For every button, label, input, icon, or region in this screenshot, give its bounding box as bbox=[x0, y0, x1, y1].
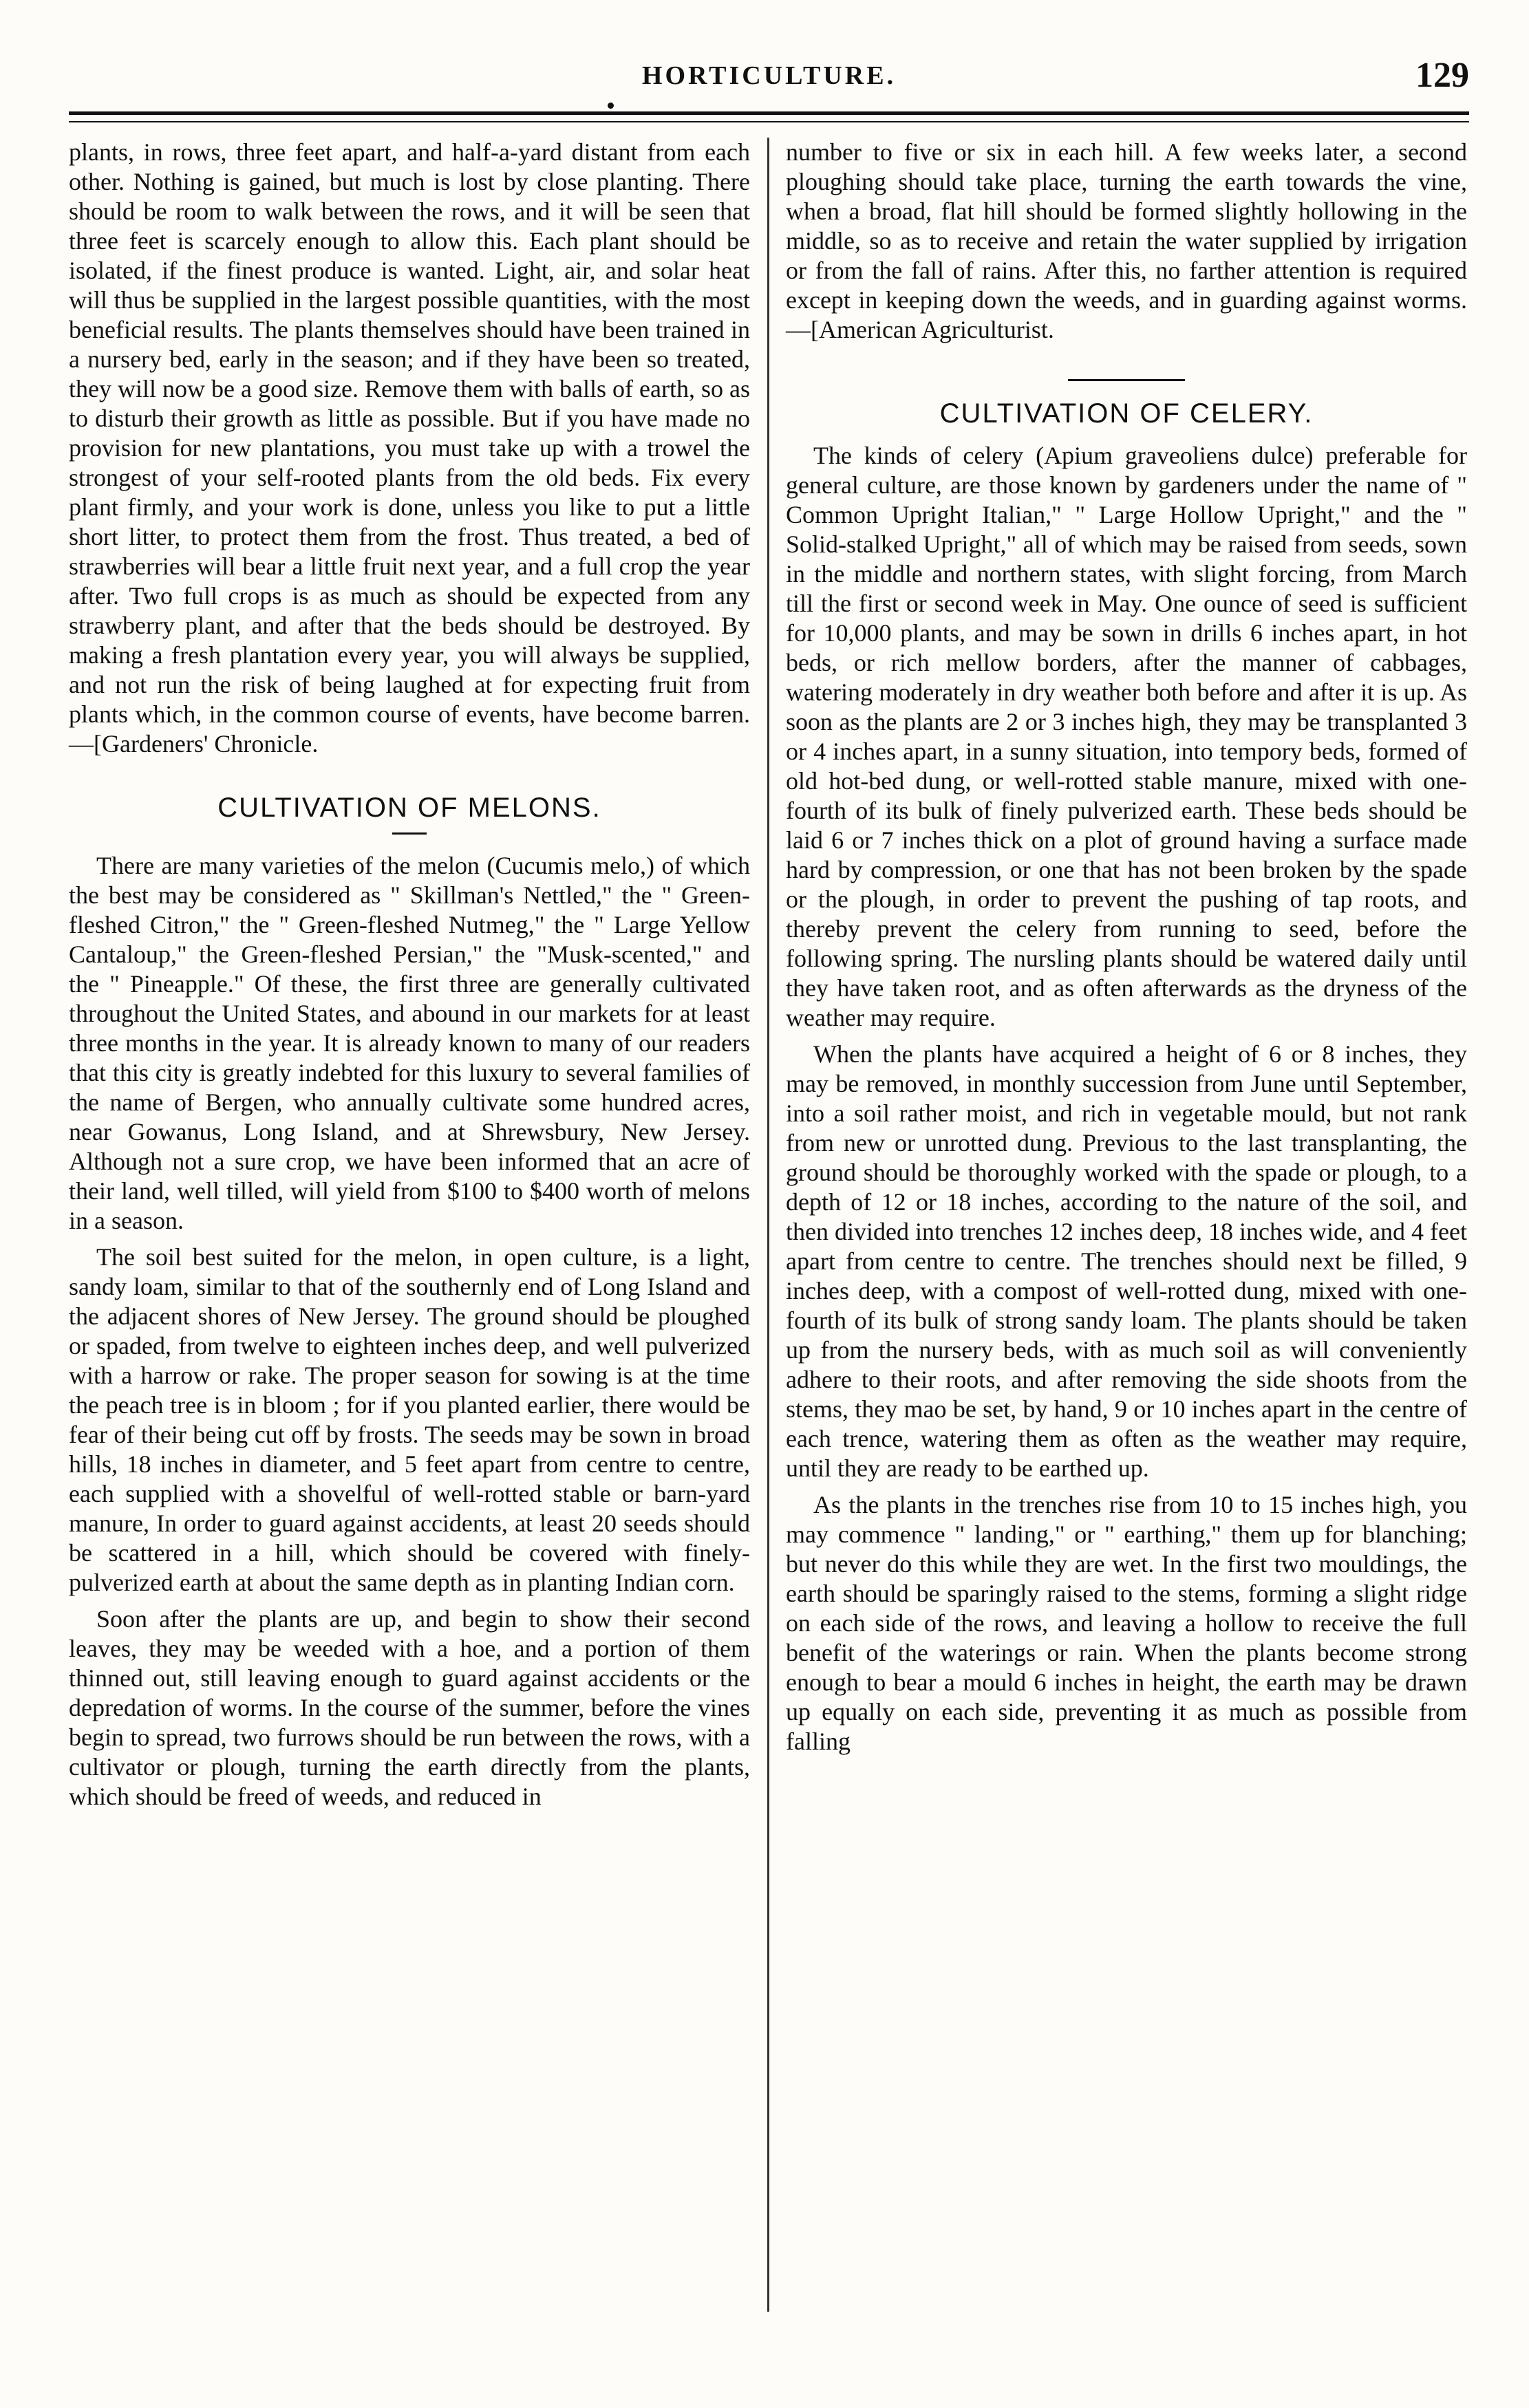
melons-paragraph-3: Soon after the plants are up, and begin to show their second leaves, they may be weeded with a hoe, and a portion of them thinned out, still leaving enough to guard against accidents or the depredation of worms. In the course of the summer, before the vines begin to spread, two furrows should be run between the rows, with a cultivator or plough, turning the earth directly from the plants, which should be freed of weeds, and reduced in bbox=[69, 1605, 750, 1810]
strawberry-paragraph-end: plants, in rows, three feet apart, and half-a-yard distant from each other. Nothing is gained, but much is lost by close planting. There should be room to walk between the rows, and it will be seen that three feet is scarcely enough to allow this. Each plant should be isolated, if the finest produce is wanted. Light, air, and solar heat will thus be supplied in the largest possible quantities, with the most beneficial results. The plants themselves should have been trained in a nursery bed, early in the season; and if they have been so treated, they will now be a good size. Remove them with balls of earth, so as to disturb their growth as little as possible. But if you have made no provision for new plantations, you must take up with a trowel the strongest of your self-rooted plants from the old beds. Fix every plant firmly, and your work is done, unless you like to put a little short litter, to protect them from the frost. Thus treated, a bed of strawberries will bear a little fruit next year, and a full crop the year after. Two full crops is as much as should be expected from any strawberry plant, and after that the beds should be destroyed. By making a fresh plantation every year, you will always be supplied, and not run the risk of being laughed at for expecting fruit from plants which, in the common course of events, have become barren.—[Gardeners' Chronicle. bbox=[69, 138, 750, 757]
header-rule-thick bbox=[69, 111, 1469, 115]
title-rule-small bbox=[392, 832, 427, 835]
melons-section-title bbox=[69, 793, 750, 835]
celery-title-text: CULTIVATION OF CELERY. bbox=[939, 398, 1314, 429]
celery-paragraph-1: The kinds of celery (Apium graveoliens dulce) preferable for general culture, are those known by gardeners under the name of " Common Upright Italian," " Large Hollow Upright," and the " Solid-stalked Upright," all of which may be raised from seeds, sown in the middle and northern states, with slight forcing, from March till the first or second week in May. One ounce of seed is sufficient for 10,000 plants, and may be sown in drills 6 inches apart, in hot beds, or rich mellow borders, after the manner of cabbages, watering moderately in dry weather both before and after it is up. As soon as the plants are 2 or 3 inches high, they may be transplanted 3 or 4 inches apart, in a sunny situation, into tempory beds, formed of old hot-bed dung, or well-rotted stable manure, mixed with one-fourth of its bulk of finely pulverized earth. These beds should be laid 6 or 7 inches thick on a plot of ground having a surface made hard by compression, or one that has not been broken by the spade or the plough, in order to prevent the pushing of tap roots, and thereby prevent the celery from running to seed, before the following spring. The nursling plants should be watered daily until they have taken root, and as often afterwards as the dryness of the weather may require. bbox=[786, 442, 1467, 1031]
melons-paragraph-1: There are many varieties of the melon (Cucumis melo,) of which the best may be considered as " Skillman's Nettled," the " Green-fleshed Citron," the " Green-fleshed Nutmeg," the " Large Yellow Cantaloup," the Green-fleshed Persian," the "Musk-scented," and the " Pineapple." Of these, the first three are generally cultivated throughout the United States, and abound in our markets for at least three months in the year. It is already known to many of our readers that this city is greatly indebted for this luxury to several families of the name of Bergen, who annually cultivate some hundred acres, near Gowanus, Long Island, and at Shrewsbury, New Jersey. Although not a sure crop, we have been informed that an acre of their land, well tilled, will yield from $100 to $400 worth of melons in a season. bbox=[69, 852, 750, 1234]
left-column bbox=[69, 138, 750, 1812]
right-column bbox=[786, 138, 1467, 1756]
page-header bbox=[69, 48, 1469, 103]
header-ornament-dot bbox=[608, 103, 614, 109]
melons-title-text: CULTIVATION OF MELONS. bbox=[217, 793, 601, 823]
title-rule bbox=[1068, 379, 1185, 381]
celery-paragraph-3: As the plants in the trenches rise from 10 to 15 inches high, you may commence " landing," or " earthing," them up for blanching; but never do this while they are wet. In the first two mouldings, the earth should be sparingly raised to the stems, forming a slight ridge on each side of the rows, and leaving a hollow to receive the full benefit of the waterings or rain. When the plants become strong enough to bear a mould 6 inches in height, the earth may be drawn up equally on each side, preventing it as much as possible from falling bbox=[786, 1491, 1467, 1755]
header-rule-thin bbox=[69, 121, 1469, 122]
celery-section-title bbox=[786, 379, 1467, 429]
melons-paragraph-end: number to five or six in each hill. A few weeks later, a second ploughing should take place, turning the earth towards the vine, when a broad, flat hill should be formed slightly hollowing in the middle, so as to receive and retain the water supplied by irrigation or from the fall of rains. After this, no farther attention is required except in keeping down the weeds, and in guarding against worms.—[American Agriculturist. bbox=[786, 138, 1467, 343]
column-divider bbox=[767, 138, 769, 2312]
running-head: HORTICULTURE. bbox=[641, 61, 897, 90]
page-number: 129 bbox=[1415, 56, 1469, 95]
melons-paragraph-2: The soil best suited for the melon, in open culture, is a light, sandy loam, similar to that of the southernly end of Long Island and the adjacent shores of New Jersey. The ground should be ploughed or spaded, from twelve to eighteen inches deep, and well pulverized with a harrow or rake. The proper season for sowing is at the time the peach tree is in bloom ; for if you planted earlier, there would be fear of their being cut off by frosts. The seeds may be sown in broad hills, 18 inches in diameter, and 5 feet apart from centre to centre, each supplied with a shovelful of well-rotted stable or barn-yard manure, In order to guard against accidents, at least 20 seeds should be scattered in a hill, which should be covered with finely-pulverized earth at about the same depth as in planting Indian corn. bbox=[69, 1243, 750, 1596]
celery-paragraph-2: When the plants have acquired a height of 6 or 8 inches, they may be removed, in monthly succession from June until September, into a soil rather moist, and rich in vegetable mould, but not rank from new or unrotted dung. Previous to the last transplanting, the ground should be thoroughly worked with the spade or plough, to a depth of 12 or 18 inches, according to the nature of the soil, and then divided into trenches 12 inches deep, 18 inches wide, and 4 feet apart from centre to centre. The trenches should next be filled, 9 inches deep, with a compost of well-rotted dung, mixed with one-fourth of its bulk of strong sandy loam. The plants should be taken up from the nursery beds, with as much soil as will conveniently adhere to their roots, and after removing the side shoots from the stems, they mao be set, by hand, 9 or 10 inches apart in the centre of each trence, watering them as often as the weather may require, until they are ready to be earthed up. bbox=[786, 1040, 1467, 1482]
